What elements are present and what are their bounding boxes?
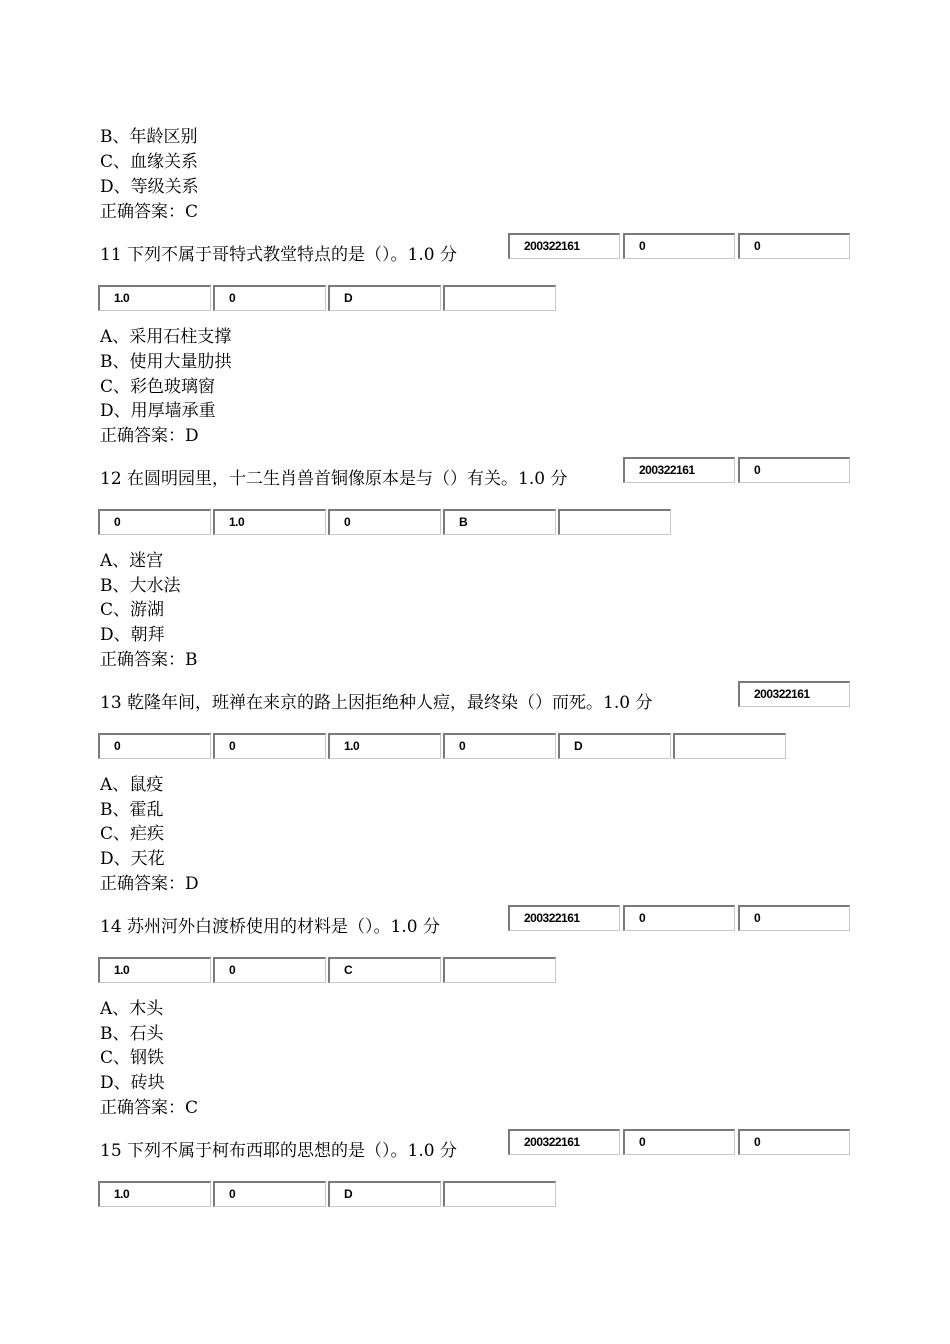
q14-option-b: B、石头 (100, 1024, 164, 1044)
q15-score-cell: 0 (623, 1129, 735, 1155)
q12-option-c: C、游湖 (100, 600, 165, 620)
q12-option-d: D、朝拜 (100, 625, 165, 645)
q13-title: 13 乾隆年间，班禅在来京的路上因拒绝种人痘，最终染（）而死。1.0 分 (100, 693, 653, 713)
q13-result-cell: 0 (213, 733, 326, 759)
q12-result-cell: 1.0 (213, 509, 326, 535)
q13-answer: 正确答案：D (100, 874, 199, 894)
q15-result-cell: 1.0 (98, 1181, 211, 1207)
q12-score-cell: 200322161 (623, 457, 735, 483)
q12-answer: 正确答案：B (100, 650, 198, 670)
q14-result-cell: C (328, 957, 441, 983)
q10-answer: 正确答案：C (100, 202, 199, 222)
q14-result-cell (443, 957, 556, 983)
q15-score-cell: 0 (738, 1129, 850, 1155)
q15-result-cell: 0 (213, 1181, 326, 1207)
q15-result-cell: D (328, 1181, 441, 1207)
q14-result-cell: 1.0 (98, 957, 211, 983)
q13-option-b: B、霍乱 (100, 800, 164, 820)
q11-score-cell: 200322161 (508, 233, 620, 259)
q14-option-c: C、钢铁 (100, 1048, 165, 1068)
q13-result-cell (673, 733, 786, 759)
q14-score-cell: 200322161 (508, 905, 620, 931)
q12-result-cell: 0 (98, 509, 211, 535)
q13-option-a: A、鼠疫 (100, 775, 164, 795)
q13-result-cell: 1.0 (328, 733, 441, 759)
q14-result-cell: 0 (213, 957, 326, 983)
q10-option-d: D、等级关系 (100, 177, 199, 197)
q11-option-d: D、用厚墙承重 (100, 401, 216, 421)
q12-title: 12 在圆明园里，十二生肖兽首铜像原本是与（）有关。1.0 分 (100, 469, 568, 489)
q11-option-b: B、使用大量肋拱 (100, 352, 232, 372)
q10-option-b: B、年龄区别 (100, 127, 198, 147)
q12-option-a: A、迷宫 (100, 551, 164, 571)
q11-result-cell: 1.0 (98, 285, 211, 311)
q11-option-c: C、彩色玻璃窗 (100, 377, 216, 397)
q14-score-cell: 0 (623, 905, 735, 931)
q13-option-d: D、天花 (100, 849, 165, 869)
q14-answer: 正确答案：C (100, 1098, 199, 1118)
q13-option-c: C、疟疾 (100, 824, 165, 844)
q14-score-cell: 0 (738, 905, 850, 931)
q14-option-d: D、砖块 (100, 1073, 165, 1093)
q11-option-a: A、采用石柱支撑 (100, 327, 232, 347)
q15-title: 15 下列不属于柯布西耶的思想的是（）。1.0 分 (100, 1141, 457, 1161)
q11-score-cell: 0 (738, 233, 850, 259)
q11-title: 11 下列不属于哥特式教堂特点的是（）。1.0 分 (100, 245, 457, 265)
q12-option-b: B、大水法 (100, 576, 181, 596)
q12-score-cell: 0 (738, 457, 850, 483)
q11-result-cell (443, 285, 556, 311)
q10-option-c: C、血缘关系 (100, 152, 199, 172)
q13-result-cell: 0 (443, 733, 556, 759)
q15-result-cell (443, 1181, 556, 1207)
q15-score-cell: 200322161 (508, 1129, 620, 1155)
q14-title: 14 苏州河外白渡桥使用的材料是（）。1.0 分 (100, 917, 440, 937)
q12-result-cell (558, 509, 671, 535)
q13-result-cell: 0 (98, 733, 211, 759)
q12-result-cell: B (443, 509, 556, 535)
q13-score-cell: 200322161 (738, 681, 850, 707)
q14-option-a: A、木头 (100, 999, 164, 1019)
q11-result-cell: 0 (213, 285, 326, 311)
q11-answer: 正确答案：D (100, 426, 199, 446)
q13-result-cell: D (558, 733, 671, 759)
q11-score-cell: 0 (623, 233, 735, 259)
q12-result-cell: 0 (328, 509, 441, 535)
q11-result-cell: D (328, 285, 441, 311)
